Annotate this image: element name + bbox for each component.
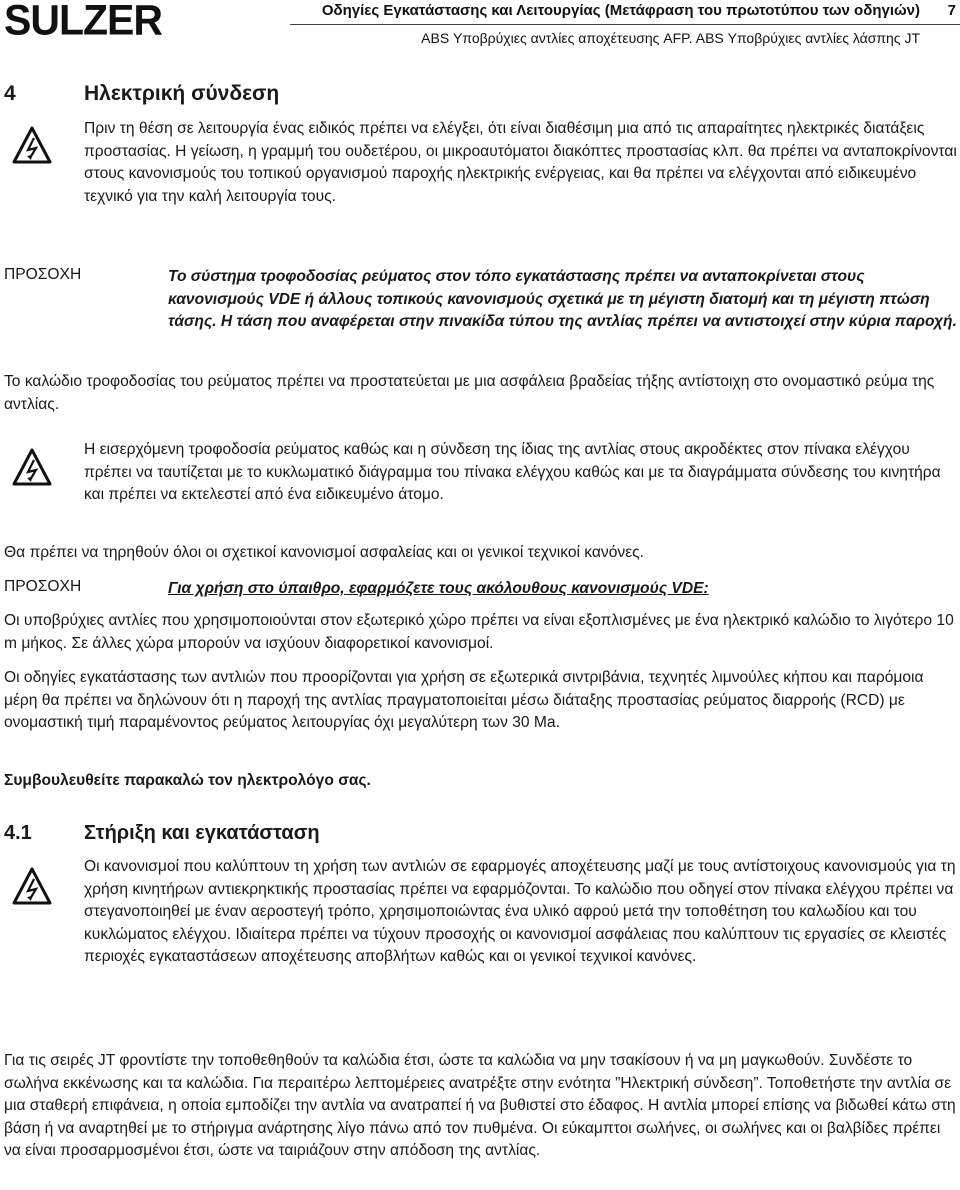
caution-text: Το σύστημα τροφοδοσίας ρεύματος στον τόπο εγκατάστασης πρέπει να ανταποκρίνεται στους κανονισμούς VDE ή άλλους τοπικούς κανονισμούς σχετικά με τη μέγιστη διατομή και τη μέγιστη πτώση τάσης. Η τάση που αναφέρεται στην πινακίδα τύπου της αντλίας πρέπει να αντιστοιχεί στην κύρια παροχή. bbox=[168, 268, 957, 331]
section-title: Στήριξη και εγκατάσταση bbox=[84, 822, 320, 844]
electrical-warning-icon bbox=[12, 867, 52, 905]
electrical-warning-icon bbox=[12, 448, 52, 486]
header-divider bbox=[290, 24, 960, 25]
electrical-warning-icon bbox=[12, 126, 52, 164]
section-title: Ηλεκτρική σύνδεση bbox=[84, 82, 280, 105]
outdoor-paragraph: Οι υποβρύχιες αντλίες που χρησιμοποιούνται στον εξωτερικό χώρο πρέπει να είναι εξοπλισμένες με ένα ηλεκτρικό καλώδιο το λιγότερο 10 m μήκος. Σε άλλες χώρα μπορούν να ισχύουν διαφορετικοί κανονισμοί. bbox=[4, 612, 954, 652]
section-number: 4.1 bbox=[4, 822, 32, 844]
caution-label: ΠΡΟΣΟΧΗ bbox=[4, 266, 82, 283]
page-number: 7 bbox=[947, 2, 956, 19]
electrical-warning-text: Πριν τη θέση σε λειτουργία ένας ειδικός πρέπει να ελέγξει, ότι είναι διαθέσιμη μια από τις απαραίτητες ηλεκτρικές διατάξεις προστασίας. Η γείωση, η γραμμή του ουδετέρου, οι μικροαυτόματοι διακόπτες προστασίας κλπ. θα πρέπει να ανταποκρίνονται στους κανονισμούς του τοπικού οργανισμού παροχής ηλεκτρικής ενέργειας, και θα πρέπει να ελέγχονται από ειδικευμένο τεχνικό για την καλή λειτουργία τους. bbox=[84, 120, 957, 205]
caution-text: Για χρήση στο ύπαιθρο, εφαρμόζετε τους ακόλουθους κανονισμούς VDE: bbox=[168, 580, 709, 597]
jt-installation-paragraph: Για τις σειρές JT φροντίστε την τοποθεθηθούν τα καλώδια έτσι, ώστε τα καλώδια να μην τσακίσουν ή να μη μαγκωθούν. Συνδέστε το σωλήνα εκκένωσης και τα καλώδια. Για περαιτέρω λεπτομέρειες ανατρέξτε στην ενότητα ”Ηλεκτρική σύνδεση”. Τοποθετήστε την αντλία σε μια σταθερή επιφάνεια, η οποία εμποδίζει την αντλία να ανατραπεί ή να βυθιστεί στο έδαφος. Η αντλία μπορεί επίσης να βιδωθεί κάτω στη βάση ή να αναρτηθεί με το στήριγμα ανάρτησης λίγο πάνω από τον πυθμένα. Οι εύκαμπτοι σωλήνες, οι σωλήνες και οι βαλβίδες πρέπει να είναι προσαρμοσμένοι έτσι, ώστε να ταιριάζουν στην απόδοση της αντλίας. bbox=[4, 1052, 956, 1160]
document-title: Οδηγίες Εγκατάστασης και Λειτουργίας (Μετάφραση του πρωτοτύπου των οδηγιών) bbox=[321, 2, 920, 19]
sulzer-logo: SULZER bbox=[4, 0, 162, 45]
caution-label: ΠΡΟΣΟΧΗ bbox=[4, 578, 82, 595]
safety-paragraph: Θα πρέπει να τηρηθούν όλοι οι σχετικοί κανονισμοί ασφαλείας και οι γενικοί τεχνικοί κανόνες. bbox=[4, 544, 644, 561]
section-4-heading bbox=[4, 82, 279, 106]
fuse-paragraph: Το καλώδιο τροφοδοσίας του ρεύματος πρέπει να προστατεύεται με μια ασφάλεια βραδείας τήξης αντίστοιχη στο ονομαστικό ρεύμα της αντλίας. bbox=[4, 373, 935, 413]
rcd-paragraph: Οι οδηγίες εγκατάστασης των αντλιών που προορίζονται για χρήση σε εξωτερικά σιντριβάνια, τεχνητές λιμνούλες κήπου και παρόμοια μέρη θα πρέπει να δηλώνουν ότι η παροχή της αντλίας πραγματοποιείται μέσω διάταξης προστασίας ρεύματος διαρροής (RCD) με ονομαστική τιμή παραμένοντος ρεύματος λειτουργίας όχι μεγαλύτερη των 30 Ma. bbox=[4, 669, 924, 732]
installation-warning-text: Οι κανονισμοί που καλύπτουν τη χρήση των αντλιών σε εφαρμογές αποχέτευσης μαζί με τους αντίστοιχους κανονισμούς για τη χρήση κινητήρων αντιεκρηκτικής προστασίας πρέπει να εφαρμόζονται. Το καλώδιο που οδηγεί στον πίνακα ελέγχου πρέπει να στεγανοποιηθεί με έναν αεροστεγή τρόπο, χρησιμοποιώντας ένα υλικό αφρού μετά την τοποθέτηση του καλωδίου και του κυκλώματος ελέγχου. Ιδιαίτερα πρέπει να τύχουν προσοχής οι κανονισμοί ασφάλειας που καλύπτουν τις εργασίες σε κλειστές περιοχές εγκαταστάσεων αποχέτευσης αποβλήτων καθώς και οι γενικοί τεχνικοί κανόνες. bbox=[84, 858, 956, 966]
page-header bbox=[0, 0, 960, 56]
section-4-1-heading bbox=[4, 822, 320, 845]
document-subtitle: ABS Υποβρύχιες αντλίες αποχέτευσης AFP. ABS Υποβρύχιες αντλίες λάσπης JT bbox=[421, 30, 920, 46]
electrician-note: Συμβουλευθείτε παρακαλώ τον ηλεκτρολόγο σας. bbox=[4, 772, 371, 789]
wiring-warning-text: Η εισερχόμενη τροφοδοσία ρεύματος καθώς και η σύνδεση της ίδιας της αντλίας στους ακροδέκτες στον πίνακα ελέγχου πρέπει να ταυτίζεται με το κυκλωματικό διάγραμμα του πίνακα ελέγχου καθώς και με τα διαγράμματα σύνδεσης του κινητήρα και πρέπει να εκτελεστεί από ένα ειδικευμένο άτομο. bbox=[84, 441, 941, 504]
section-number: 4 bbox=[4, 82, 16, 105]
